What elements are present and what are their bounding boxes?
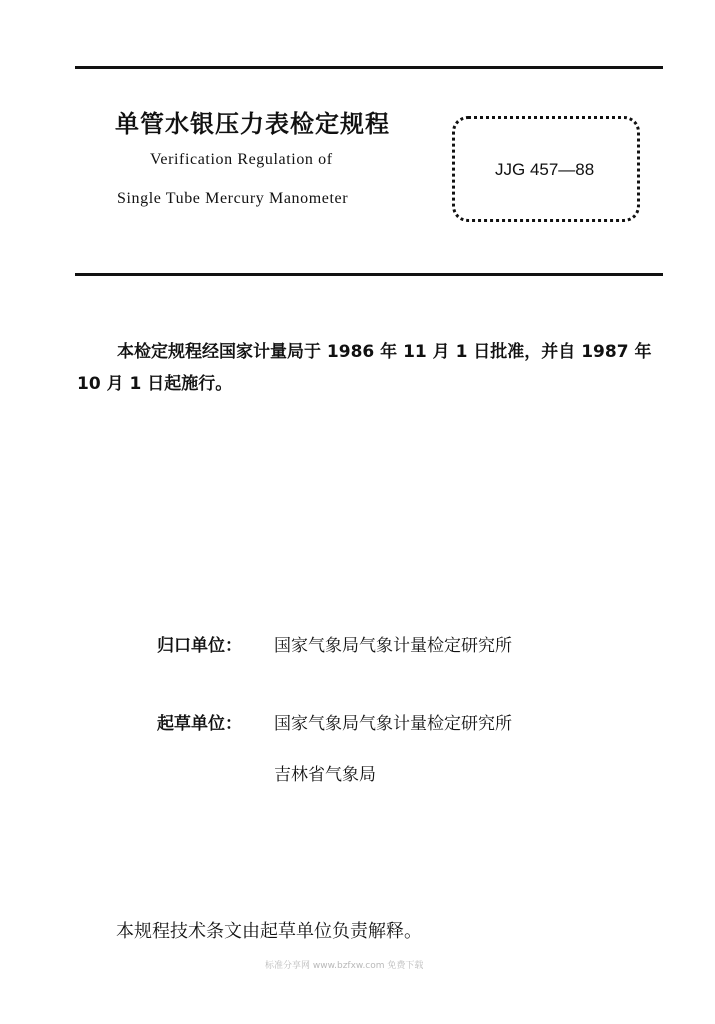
document-title-cn: 单管水银压力表检定规程 bbox=[115, 110, 390, 138]
watermark: 标准分享网 www.bzfxw.com 免费下载 bbox=[265, 961, 424, 971]
responsible-unit-label: 归口单位： bbox=[157, 636, 242, 656]
document-title-en-line2: Single Tube Mercury Manometer bbox=[117, 190, 349, 207]
regulation-code: JJG 457—88 bbox=[495, 160, 595, 179]
top-rule bbox=[75, 66, 663, 69]
approval-statement: 本检定规程经国家计量局于 1986 年 11 月 1 日批准，并自 1987 年 10 月 1 日起施行。 bbox=[77, 342, 652, 394]
bottom-rule bbox=[75, 273, 663, 276]
drafting-unit-value-1: 国家气象局气象计量检定研究所 bbox=[274, 714, 512, 734]
interpretation-note: 本规程技术条文由起草单位负责解释。 bbox=[116, 921, 422, 942]
document-title-en-line1: Verification Regulation of bbox=[150, 151, 333, 168]
drafting-unit-label: 起草单位： bbox=[157, 714, 242, 734]
drafting-unit-value-2: 吉林省气象局 bbox=[274, 765, 376, 785]
responsible-unit-value: 国家气象局气象计量检定研究所 bbox=[274, 636, 512, 656]
